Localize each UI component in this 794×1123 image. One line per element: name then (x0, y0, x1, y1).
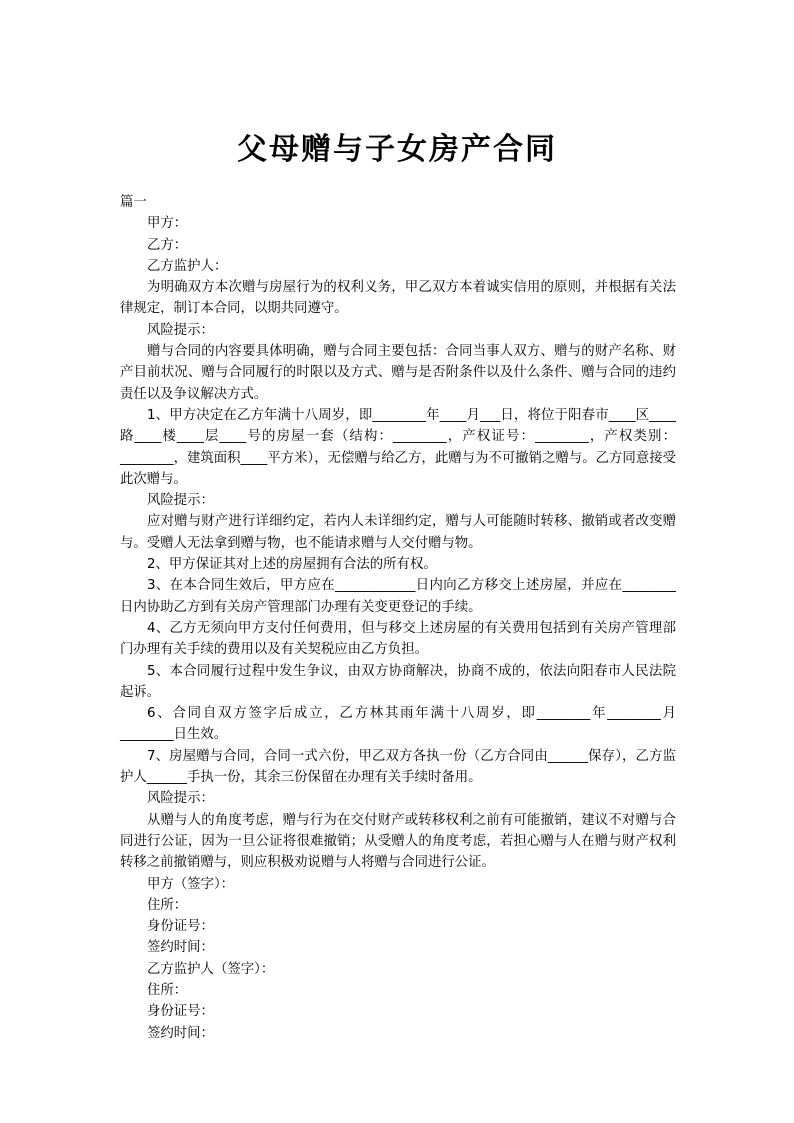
party-a-line: 甲方： (147, 216, 188, 232)
clause-5: 5、本合同履行过程中发生争议，由双方协商解决，协商不成的，依法向阳春市人民法院起诉。 (120, 663, 676, 700)
signature-guardian: 乙方监护人（签字）： (147, 961, 275, 977)
address-line: 住所： (147, 897, 188, 913)
risk-notice-paragraph: 从赠与人的角度考虑，赠与行为在交付财产或转移权利之前有可能撤销，建议不对赠与合同进行公证，因为一旦公证将很难撤销；从受赠人的角度考虑，若担心赠与人在赠与财产权利转移之前撤销赠与，则应积极劝说赠与人将赠与合同进行公证。 (120, 812, 676, 871)
risk-notice-heading: 风险提示： (147, 791, 214, 807)
clause-3: 3、在本合同生效后，甲方应在____________日内向乙方移交上述房屋，并应在________日内协助乙方到有关房产管理部门办理有关变更登记的手续。 (120, 578, 676, 615)
risk-notice-heading: 风险提示： (147, 322, 214, 338)
preamble-paragraph: 为明确双方本次赠与房屋行为的权利义务，甲乙双方本着诚实信用的原则，并根据有关法律规定，制订本合同，以期共同遵守。 (120, 280, 676, 317)
clause-1: 1、甲方决定在乙方年满十八周岁，即________年____月___日，将位于阳春市____区____路____楼____层____号的房屋一套（结构：________，产权证号：________，产权类别：________，建筑面积____平方米），无偿赠与给乙方，此赠与为不可撤销之赠与。乙方同意接受此次赠与。 (120, 407, 676, 487)
signing-date-line: 签约时间： (147, 940, 214, 956)
signing-date-line: 签约时间： (147, 1025, 214, 1041)
clause-4: 4、乙方无须向甲方支付任何费用，但与移交上述房屋的有关费用包括到有关房产管理部门办理有关手续的费用以及有关契税应由乙方负担。 (120, 620, 676, 658)
guardian-line: 乙方监护人： (147, 258, 228, 274)
id-number-line: 身份证号： (147, 1004, 214, 1020)
section-heading: 篇一 (120, 195, 147, 210)
clause-6: 6、合同自双方签字后成立，乙方林其雨年满十八周岁，即________年________月________日生效。 (120, 706, 676, 743)
document-title: 父母赠与子女房产合同 (237, 132, 557, 167)
id-number-line: 身份证号： (147, 919, 214, 935)
document-body (120, 192, 676, 1044)
address-line: 住所： (147, 982, 188, 998)
party-b-line: 乙方： (147, 237, 188, 253)
signature-party-a: 甲方（签字）： (147, 876, 235, 892)
risk-notice-heading: 风险提示： (147, 493, 214, 509)
risk-notice-paragraph: 赠与合同的内容要具体明确，赠与合同主要包括：合同当事人双方、赠与的财产名称、财产目前状况、赠与合同履行的时限以及方式、赠与是否附条件以及什么条件、赠与合同的违约责任以及争议解决方式。 (120, 344, 676, 402)
clause-2: 2、甲方保证其对上述的房屋拥有合法的所有权。 (147, 557, 437, 573)
clause-7: 7、房屋赠与合同，合同一式六份，甲乙双方各执一份（乙方合同由______保存），乙方监护人______手执一份，其余三份保留在办理有关手续时备用。 (120, 748, 676, 786)
risk-notice-paragraph: 应对赠与财产进行详细约定，若内人未详细约定，赠与人可能随时转移、撤销或者改变赠与。受赠人无法拿到赠与物，也不能请求赠与人交付赠与物。 (120, 514, 676, 551)
